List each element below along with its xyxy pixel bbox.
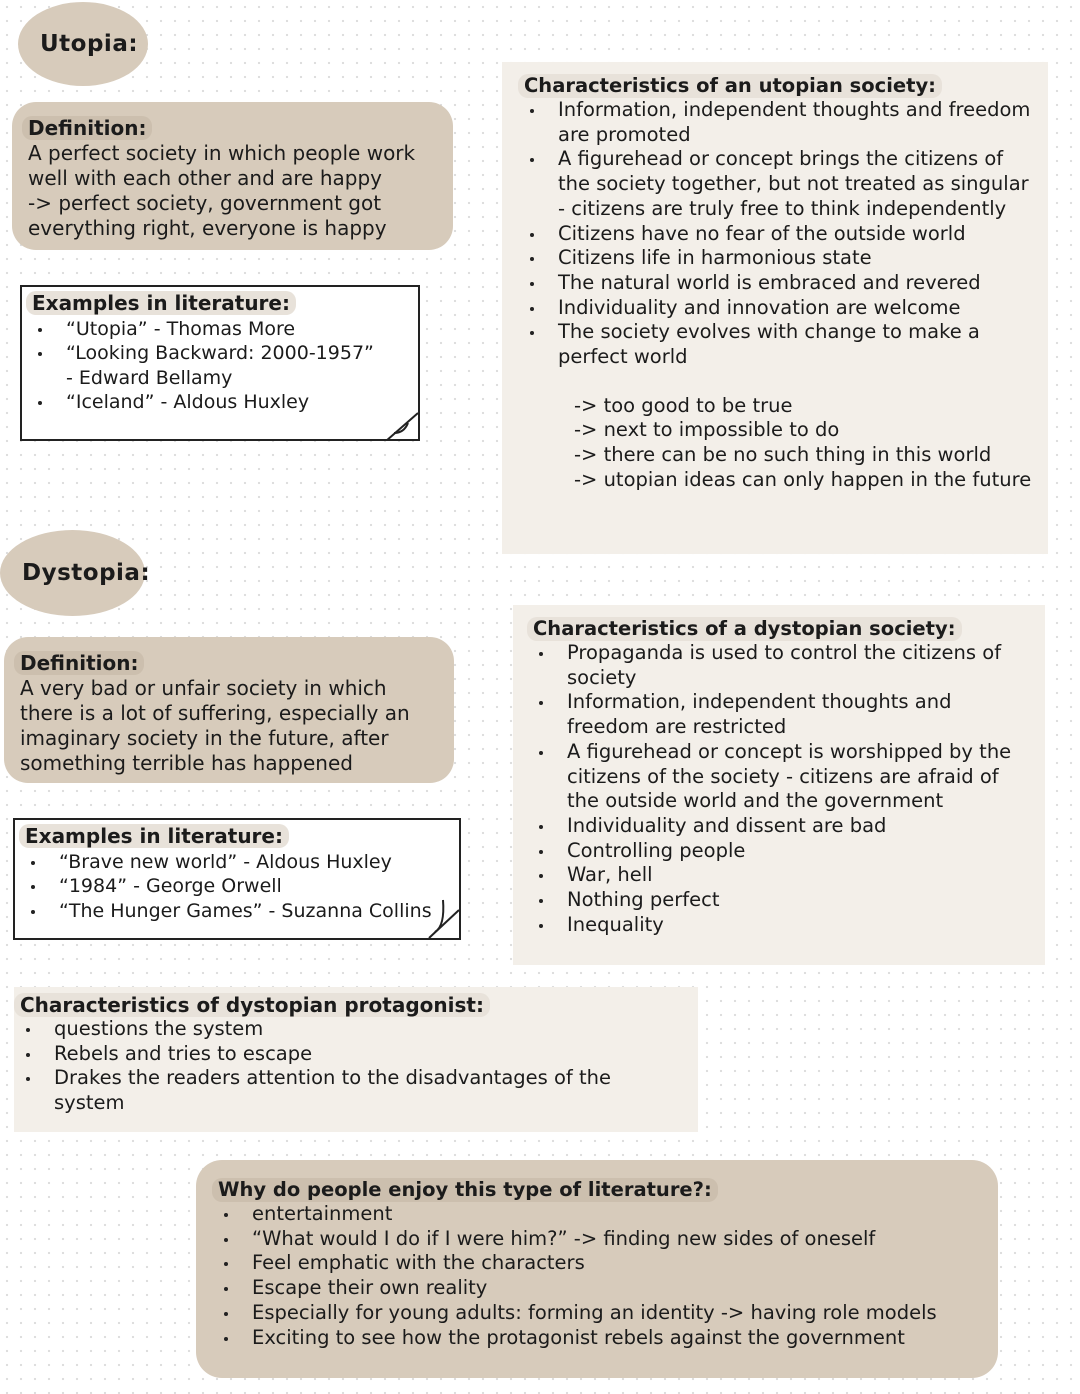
dystopia-characteristics-label: Characteristics of a dystopian society: [527,617,962,641]
list-item: Escape their own reality [218,1276,982,1301]
list-item: Especially for young adults: forming an identity -> having role models [218,1301,982,1326]
utopia-definition-line: -> perfect society, government got [28,191,382,215]
list-item: Controlling people [533,839,1035,864]
utopia-characteristics-label: Characteristics of an utopian society: [518,74,942,98]
list-item: “What would I do if I were him?” -> finding new sides of oneself [218,1227,982,1252]
utopia-title-blob [18,2,148,86]
utopia-note: -> utopian ideas can only happen in the future [574,467,1032,491]
dystopia-examples [13,818,461,940]
list-item: A figurehead or concept brings the citizens of the society together, but not treated as singular - citizens are truly free to think independently [524,147,1038,221]
utopia-examples-label: Examples in literature: [26,291,296,315]
list-item: “Looking Backward: 2000-1957” - Edward Bellamy [32,341,408,390]
utopia-definition-line: everything right, everyone is happy [28,216,387,240]
list-item: Individuality and dissent are bad [533,814,1035,839]
list-item: entertainment [218,1202,982,1227]
list-item: The society evolves with change to make a perfect world [524,320,1038,369]
utopia-definition-line: A perfect society in which people work [28,141,416,165]
page-fold-icon [384,411,420,441]
protagonist-label: Characteristics of dystopian protagonist: [14,993,490,1017]
list-item: Citizens have no fear of the outside world [524,222,1038,247]
list-item: “Brave new world” - Aldous Huxley [25,850,449,875]
list-item: Rebels and tries to escape [20,1042,668,1067]
utopia-characteristics [502,62,1048,554]
utopia-title: Utopia: [40,31,139,57]
dystopia-definition-label: Definition: [14,651,144,675]
dystopia-definition-line: imaginary society in the future, after [20,726,389,750]
dystopia-definition-line: A very bad or unfair society in which [20,676,387,700]
dystopia-title: Dystopia: [22,560,151,586]
list-item: Citizens life in harmonious state [524,246,1038,271]
list-item: Nothing perfect [533,888,1035,913]
utopia-note: -> next to impossible to do [574,418,840,442]
dystopia-examples-label: Examples in literature: [19,824,289,848]
utopia-examples [20,285,420,441]
utopia-note: -> too good to be true [574,393,793,417]
list-item: “The Hunger Games” - Suzanna Collins [25,899,449,924]
list-item: Individuality and innovation are welcome [524,296,1038,321]
dystopian-protagonist [14,987,698,1132]
list-item: Propaganda is used to control the citizens of society [533,641,1035,690]
list-item: “Utopia” - Thomas More [32,317,408,342]
utopia-definition-label: Definition: [22,116,152,140]
utopia-note: -> there can be no such thing in this world [574,443,992,467]
list-item: Inequality [533,913,1035,938]
list-item: War, hell [533,863,1035,888]
page-fold-icon [427,896,461,940]
dystopia-title-blob [0,530,151,616]
why-enjoy-label: Why do people enjoy this type of literature?: [212,1178,718,1202]
dystopia-characteristics [513,605,1045,965]
list-item: A figurehead or concept is worshipped by the citizens of the society - citizens are afraid of the outside world and the government [533,740,1035,814]
list-item: The natural world is embraced and revered [524,271,1038,296]
why-enjoy-section [196,1160,998,1378]
list-item: questions the system [20,1017,668,1042]
list-item: Information, independent thoughts and freedom are promoted [524,98,1038,147]
list-item: Exciting to see how the protagonist rebels against the government [218,1326,982,1351]
list-item: “Iceland” - Aldous Huxley [32,390,408,415]
utopia-definition [12,102,453,250]
list-item: Feel emphatic with the characters [218,1251,982,1276]
dystopia-definition [4,637,454,783]
list-item: “1984” - George Orwell [25,874,449,899]
list-item: Drakes the readers attention to the disadvantages of the system [20,1066,668,1115]
dystopia-definition-line: there is a lot of suffering, especially an [20,701,410,725]
utopia-definition-line: well with each other and are happy [28,166,382,190]
dystopia-definition-line: something terrible has happened [20,751,353,775]
list-item: Information, independent thoughts and freedom are restricted [533,690,1035,739]
